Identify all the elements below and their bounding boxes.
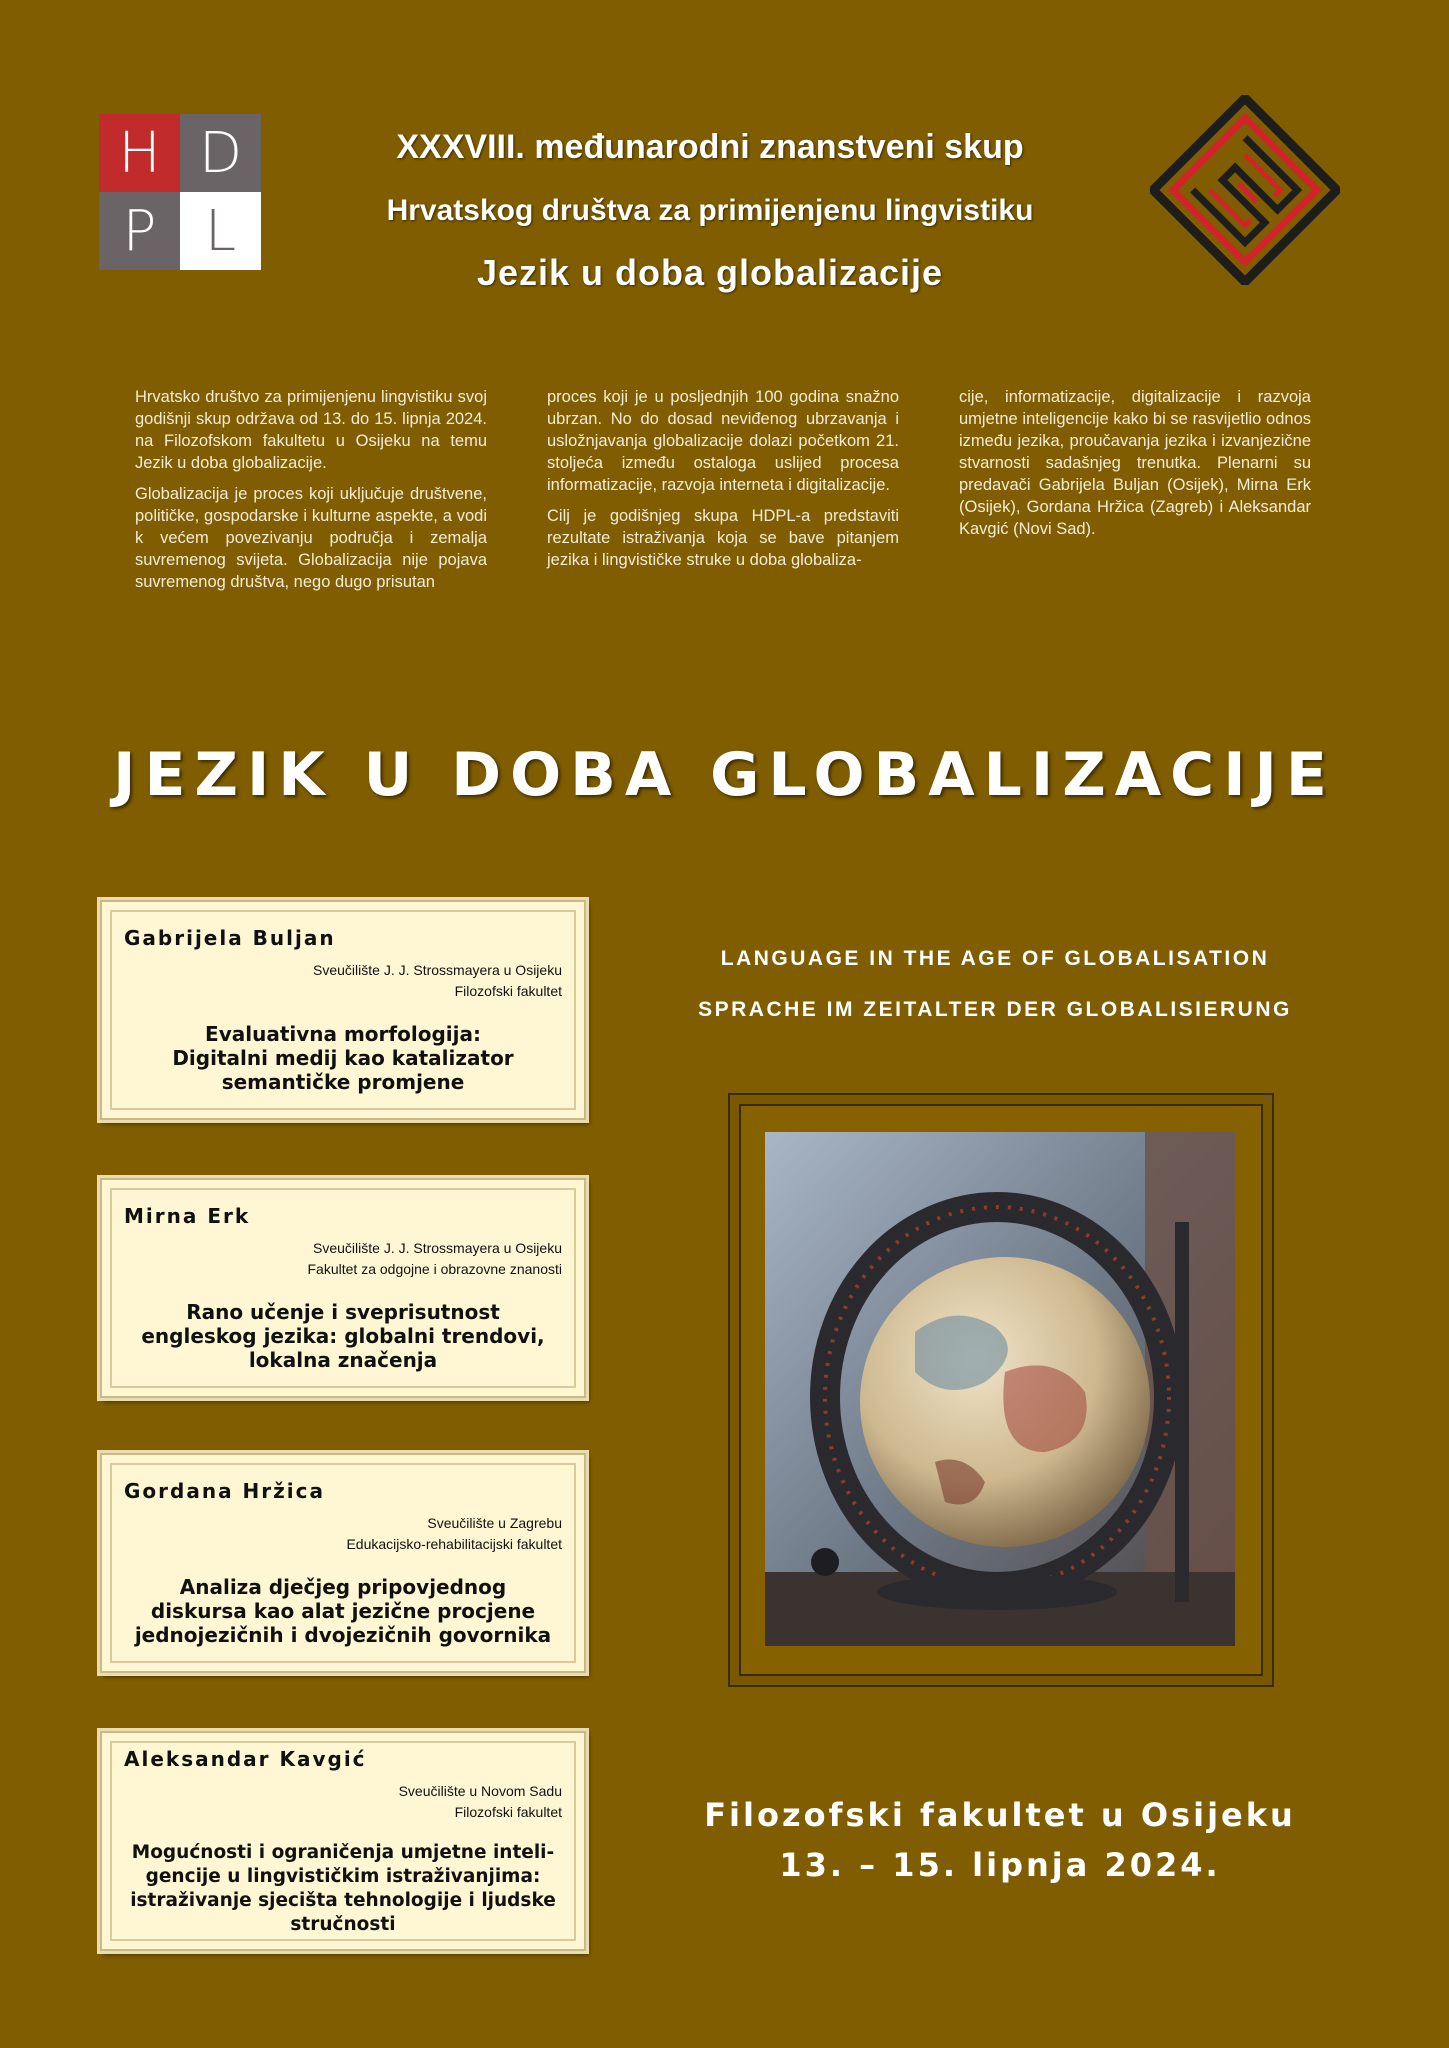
talk-title-line: semantičke promjene [221,1070,465,1094]
talk-title-line: istraživanje sjecišta tehnologije i ljudske [130,1890,556,1911]
speaker-name: Gabrijela Buljan [124,926,336,950]
affiliation-faculty: Fakultet za odgojne i obrazovne znanosti [307,1261,562,1277]
speaker-affiliation [399,1781,562,1823]
speaker-card-erk [100,1178,586,1398]
intro-paragraph: proces koji je u posljednjih 100 godina snažno ubrzan. No do dosad neviđenog ubrzavanja i usložnjavanja globalizacije dolazi početkom 21. stoljeća između ostaloga uslijed procesa informatizacije, razvoja interneta i digitalizacije. [547,388,899,494]
logo-letter-d: D [180,114,261,192]
subtitle-english: LANGUAGE IN THE AGE OF GLOBALISATION [720,947,1270,970]
talk-title-line: Digitalni medij kao katalizator [172,1046,514,1070]
conference-title: XXXVIII. međunarodni znanstveni skup [396,128,1024,166]
society-name: Hrvatskog društva za primijenjenu lingvistiku [386,194,1034,227]
affiliation-faculty: Filozofski fakultet [454,1804,562,1820]
globe-photo [765,1132,1235,1646]
subtitle-german: SPRACHE IM ZEITALTER DER GLOBALISIERUNG [698,998,1292,1021]
venue-location: Filozofski fakultet u Osijeku [704,1796,1296,1834]
talk-title [118,1300,568,1372]
speaker-affiliation [308,1238,563,1280]
venue-dates: 13. – 15. lipnja 2024. [779,1846,1221,1884]
maze-emblem-icon [1150,95,1340,285]
speaker-affiliation [313,960,562,1002]
main-title: JEZIK U DOBA GLOBALIZACIJE [113,740,1336,810]
speaker-name: Gordana Hržica [124,1479,325,1503]
intro-column-1 [135,386,487,602]
talk-title-line: Rano učenje i sveprisutnost [186,1300,500,1324]
talk-title [118,1575,568,1647]
talk-title-line: stručnosti [290,1914,396,1935]
talk-title-line: jednojezičnih i dvojezičnih govornika [134,1623,552,1647]
intro-paragraph: cije, informatizacije, digitalizacije i razvoja umjetne inteligencije kako bi se rasvijetlio odnos između jezika, proučavanja jezika i izvanjezične stvarnosti sadašnjeg trenutka. Plenarni su predavači Gabrijela Buljan (Osijek), Mirna Erk (Osijek), Gordana Hržica (Zagreb) i Aleksandar Kavgić (Novi Sad). [959,388,1311,538]
speaker-card-hrzica [100,1453,586,1673]
speaker-name: Aleksandar Kavgić [124,1747,367,1771]
conference-theme: Jezik u doba globalizacije [476,252,944,293]
intro-paragraph: Globalizacija je proces koji uključuje društvene, političke, gospodarske i kulturne aspekte, a vodi k većem povezivanju područja i zemalja suvremenog svijeta. Globalizacija nije pojava suvremenog društva, nego dugo prisutan [135,485,487,591]
hdpl-logo [99,114,261,270]
speaker-card-kavgic [100,1731,586,1951]
speaker-card-buljan [100,900,586,1120]
affiliation-faculty: Edukacijsko-rehabilitacijski fakultet [346,1536,562,1552]
talk-title-line: diskursa kao alat jezične procjene [150,1599,536,1623]
affiliation-university: Sveučilište u Zagrebu [427,1515,562,1531]
speaker-affiliation [346,1513,562,1555]
talk-title-line: gencije u lingvističkim istraživanjima: [145,1866,541,1887]
talk-title-line: Evaluativna morfologija: [205,1022,481,1046]
affiliation-university: Sveučilište u Novom Sadu [398,1783,562,1799]
talk-title-line: Mogućnosti i ograničenja umjetne inteli- [131,1842,555,1863]
talk-title-line: Analiza dječjeg pripovjednog [179,1575,507,1599]
affiliation-university: Sveučilište J. J. Strossmayera u Osijeku [313,1240,562,1256]
intro-paragraph: Hrvatsko društvo za primijenjenu lingvistiku svoj godišnji skup održava od 13. do 15. lipnja 2024. na Filozofskom fakultetu u Osijeku na temu Jezik u doba globalizacije. [135,388,487,472]
logo-letter-p: P [99,192,180,270]
logo-letter-l: L [180,192,261,270]
logo-letter-h: H [99,114,180,192]
talk-title-line: lokalna značenja [248,1348,438,1372]
affiliation-university: Sveučilište J. J. Strossmayera u Osijeku [313,962,562,978]
talk-title [118,1022,568,1094]
intro-paragraph: Cilj je godišnjeg skupa HDPL-a predstaviti rezultate istraživanja koja se bave pitanjem jezika i lingvističke struke u doba globaliza- [547,507,899,569]
intro-column-2 [547,386,899,580]
affiliation-faculty: Filozofski fakultet [454,983,562,999]
intro-column-3 [959,386,1311,549]
talk-title-line: engleskog jezika: globalni trendovi, [141,1324,545,1348]
speaker-name: Mirna Erk [124,1204,251,1228]
talk-title [118,1841,568,1937]
